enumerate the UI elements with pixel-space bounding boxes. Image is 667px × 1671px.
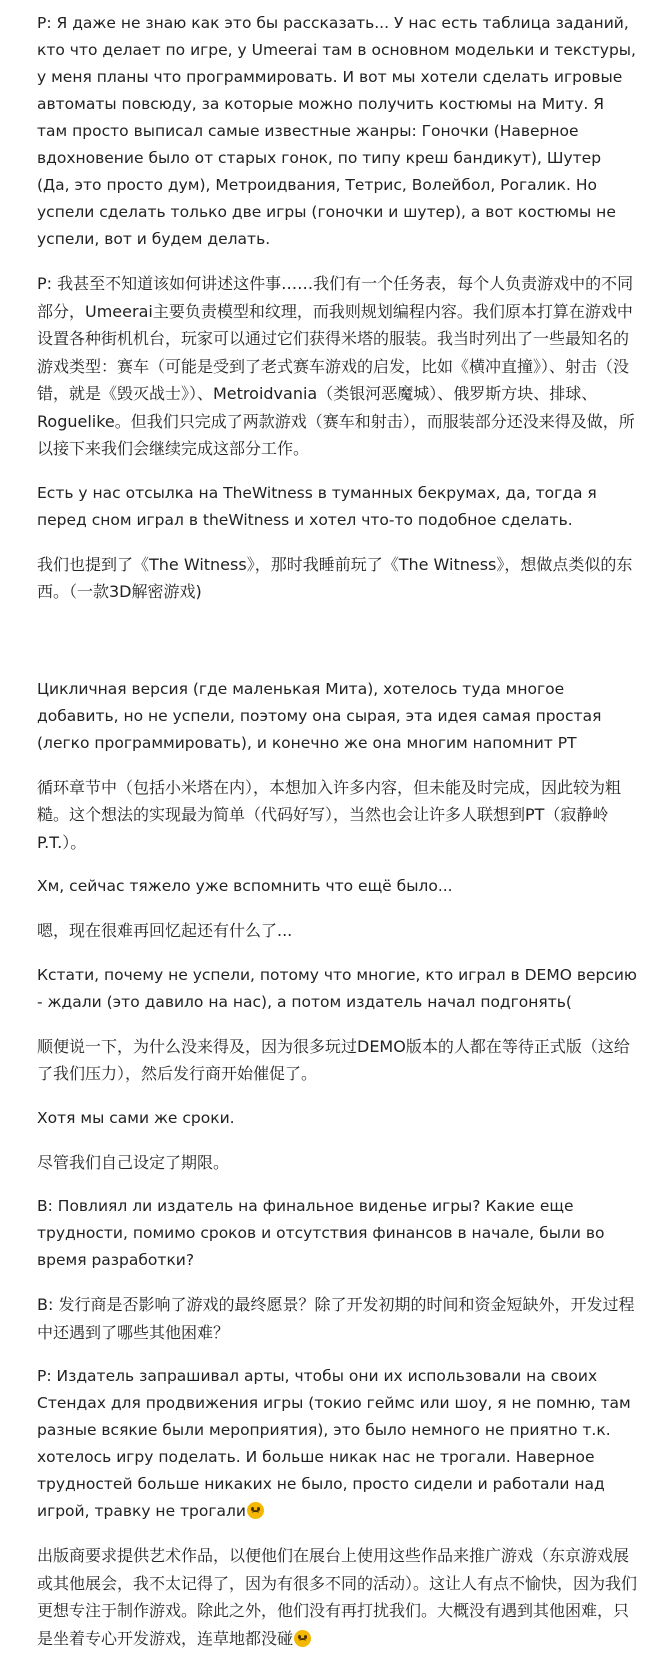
paragraph-text: P: 我甚至不知道该如何讲述这件事……我们有一个任务表，每个人负责游戏中的不同部分，Umeerai主要负责模型和纹理，而我则规划编程内容。我们原本打算在游戏中设置各种街机机台，玩家可以通过它们获得米塔的服装。我当时列出了一些最知名的游戏类型：赛车（可能是受到了老式赛车游戏的启发，比如《横冲直撞》）、射击（没错，就是《毁灭战士》）、Metroidvania（类银河恶魔城）、俄罗斯方块、排球、Roguelike。但我们只完成了两款游戏（赛车和射击），而服装部分还没来得及做，所以接下来我们会继续完成这部分工作。 [37,274,635,458]
paragraph-text: Р: Я даже не знаю как это бы рассказать... У нас есть таблица заданий, кто что делает по игре, у Umeerai там в основном модельки и текстуры, у меня планы что программировать. И вот мы хотели сделать игровые автоматы повсюду, за которые можно получить костюмы на Миту. Я там просто выписал самые известные жанры: Гоночки (Наверное вдохновение было от старых гонок, по типу креш бандикут), Шутер (Да, это просто дум), Метроидвания, Тетрис, Волейбол, Рогалик. Но успели сделать только две игры (гоночки и шутер), а вот костюмы не успели, вот и будем делать. [37,14,636,248]
paragraph-ru-4 [37,873,637,900]
paragraph-text: 出版商要求提供艺术作品，以便他们在展台上使用这些作品来推广游戏（东京游戏展或其他展会，我不太记得了，因为有很多不同的活动）。这让人有点不愉快，因为我们更想专注于制作游戏。除此之外，他们没有再打扰我们。大概没有遇到其他困难，只是坐着专心开发游戏，连草地都没碰 [37,1546,638,1648]
paragraph-zh-question [37,1291,637,1346]
paragraph-text: 我们也提到了《The Witness》，那时我睡前玩了《The Witness》，想做点类似的东西。（一款3D解密游戏) [37,554,633,601]
paragraph-ru-1 [37,10,637,253]
paragraph-zh-5 [37,1033,637,1088]
paragraph-text: Хотя мы сами же сроки. [37,1108,235,1127]
paragraph-zh-1 [37,270,637,463]
paragraph-text: Хм, сейчас тяжело уже вспомнить что ещё было... [37,877,453,895]
sad-face-icon [294,1630,311,1647]
paragraph-ru-answer [37,1363,637,1525]
paragraph-text: 循环章节中（包括小米塔在内），本想加入许多内容，但未能及时完成，因此较为粗糙。这个想法的实现最为简单（代码好写），当然也会让许多人联想到PT（寂静岭P.T.）。 [37,777,622,852]
paragraph-ru-6 [37,1105,637,1132]
paragraph-text: B: 发行商是否影响了游戏的最终愿景？除了开发初期的时间和资金短缺外，开发过程中还遇到了哪些其他困难？ [37,1295,635,1342]
paragraph-zh-2 [37,551,637,606]
article-body [37,10,637,1652]
paragraph-text: В: Повлиял ли издатель на финальное виденье игры? Какие еще трудности, помимо сроков и отсутствия финансов в начале, были во время разработки? [37,1197,605,1269]
paragraph-text: Цикличная версия (где маленькая Мита), хотелось туда многое добавить, но не успели, поэтому она сырая, эта идея самая простая (легко программировать), и конечно же она многим напомнит PT [37,679,602,752]
paragraph-ru-2 [37,480,637,534]
paragraph-text: 尽管我们自己设定了期限。 [37,1152,230,1172]
paragraph-ru-3 [37,676,637,757]
paragraph-zh-4 [37,917,637,945]
paragraph-zh-3 [37,774,637,857]
paragraph-zh-6 [37,1149,637,1177]
paragraph-text: Есть у нас отсылка на TheWitness в туманных бекрумах, да, тогда я перед сном играл в theWitness и хотел что-то подобное сделать. [37,483,597,529]
paragraph-text: 嗯，现在很难再回忆起还有什么了... [37,921,293,940]
paragraph-ru-5 [37,962,637,1016]
paragraph-text: Р: Издатель запрашивал арты, чтобы они их использовали на своих Стендах для продвижения игры (токио геймс или шоу, я не помню, там разные всякие были мероприятия), это было немного не приятно т.к. хотелось игру поделать. И больше никак нас не трогали. Наверное трудностей больше никаких не было, просто сидели и работали над игрой, травку не трогали [37,1367,631,1520]
paragraph-zh-answer [37,1542,637,1652]
paragraph-text: Кстати, почему не успели, потому что многие, кто играл в DEMO версию - ждали (это давило на нас), а потом издатель начал подгонять( [37,965,637,1011]
paragraph-ru-question [37,1193,637,1274]
paragraph-text: 顺便说一下，为什么没来得及，因为很多玩过DEMO版本的人都在等待正式版（这给了我们压力），然后发行商开始催促了。 [37,1036,630,1083]
sad-face-icon [247,1502,264,1519]
